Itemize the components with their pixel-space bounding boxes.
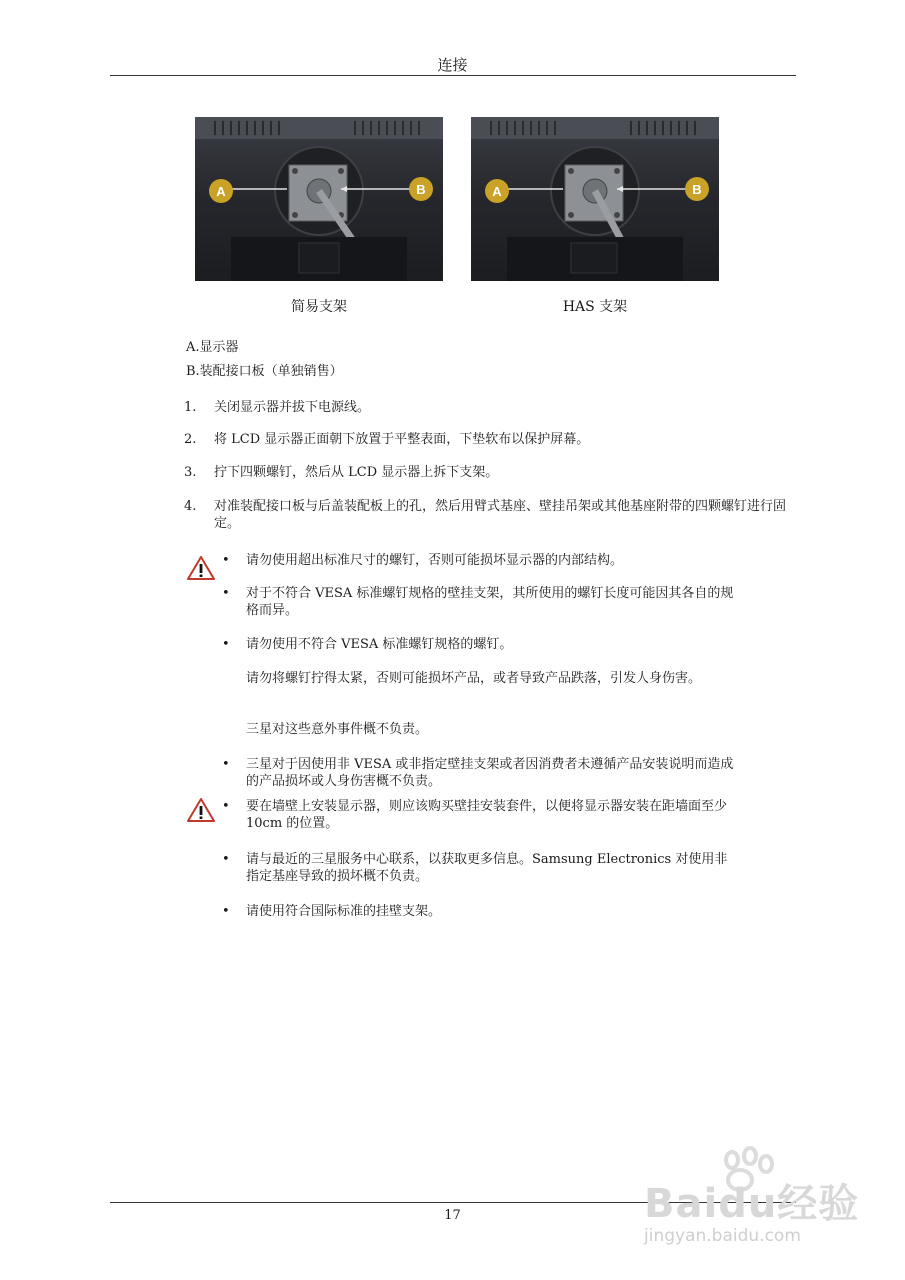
bullet-dot: • xyxy=(222,586,230,601)
figure-caption-simple-stand: 简易支架 xyxy=(291,299,347,315)
page-header-title: 连接 xyxy=(437,56,468,74)
warning-triangle-icon xyxy=(186,797,216,823)
badge-b: B xyxy=(692,182,702,197)
baidu-watermark xyxy=(640,1146,880,1254)
legend-item-b: B.装配接口板（单独销售） xyxy=(186,364,343,379)
warning-paragraph: 请勿将螺钉拧得太紧，否则可能损坏产品，或者导致产品跌落，引发人身伤害。 xyxy=(246,671,702,686)
step-number: 3. xyxy=(184,465,197,480)
warning-text: 请与最近的三星服务中心联系，以获取更多信息。Samsung Electronics 对使用非指定基座导致的损坏概不负责。 xyxy=(246,852,728,884)
warning-text: 请勿使用超出标准尺寸的螺钉，否则可能损坏显示器的内部结构。 xyxy=(246,553,624,568)
warning-text: 请勿使用不符合 VESA 标准螺钉规格的螺钉。 xyxy=(246,637,513,652)
warning-text: 要在墙壁上安装显示器，则应该购买壁挂安装套件，以便将显示器安装在距墙面至少 10cm 的位置。 xyxy=(246,799,728,831)
bullet-dot: • xyxy=(222,553,230,568)
bullet-dot: • xyxy=(222,904,230,919)
warning-text: 请使用符合国际标准的挂壁支架。 xyxy=(246,904,442,919)
bullet-dot: • xyxy=(222,757,230,772)
bullet-dot: • xyxy=(222,799,230,814)
warning-triangle-icon xyxy=(186,555,216,581)
step-text: 对准装配接口板与后盖装配板上的孔，然后用臂式基座、壁挂吊架或其他基座附带的四颗螺钉进行固定。 xyxy=(214,499,787,531)
watermark-url: jingyan.baidu.com xyxy=(644,1226,801,1246)
step-text: 拧下四颗螺钉，然后从 LCD 显示器上拆下支架。 xyxy=(214,465,499,480)
step-number: 1. xyxy=(184,400,197,415)
figure-simple-stand-photo xyxy=(195,117,443,281)
warning-text: 三星对于因使用非 VESA 或非指定壁挂支架或者因消费者未遵循产品安装说明而造成的产品损坏或人身伤害概不负责。 xyxy=(246,757,734,789)
step-text: 将 LCD 显示器正面朝下放置于平整表面，下垫软布以保护屏幕。 xyxy=(214,432,590,447)
badge-b: B xyxy=(416,182,426,197)
page-number: 17 xyxy=(444,1208,461,1223)
step-number: 2. xyxy=(184,432,197,447)
header-rule xyxy=(110,75,796,76)
step-number: 4. xyxy=(184,499,197,514)
figure-has-stand-photo xyxy=(471,117,719,281)
figure-caption-has-stand: HAS 支架 xyxy=(562,299,628,315)
warning-text: 对于不符合 VESA 标准螺钉规格的壁挂支架，其所使用的螺钉长度可能因其各自的规格而异。 xyxy=(246,586,734,618)
watermark-brand: Baidu经验 xyxy=(644,1181,860,1227)
warning-paragraph: 三星对这些意外事件概不负责。 xyxy=(246,722,429,737)
legend-item-a: A.显示器 xyxy=(186,340,239,355)
badge-a: A xyxy=(216,184,226,199)
badge-a: A xyxy=(492,184,502,199)
bullet-dot: • xyxy=(222,852,230,867)
step-text: 关闭显示器并拔下电源线。 xyxy=(214,400,371,415)
bullet-dot: • xyxy=(222,637,230,652)
